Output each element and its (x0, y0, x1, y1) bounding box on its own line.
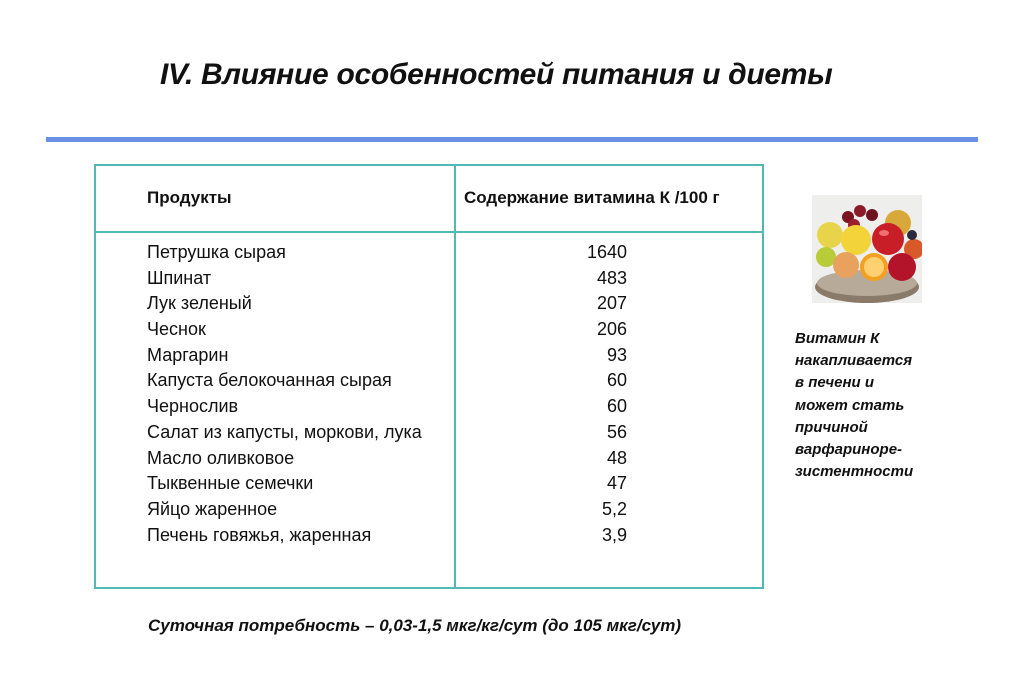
vitamin-value: 206 (596, 319, 627, 340)
side-note-line: причиной (795, 418, 868, 436)
table-row (147, 471, 627, 497)
vitamin-value: 207 (596, 293, 627, 314)
vitamin-k-table (94, 164, 764, 589)
product-name: Тыквенные семечки (147, 473, 314, 494)
product-name: Шпинат (147, 267, 212, 288)
side-note-line: зистентности (795, 463, 914, 481)
vitamin-value: 3,9 (601, 524, 627, 545)
side-note-line: варфариноре- (795, 441, 903, 459)
vitamin-value: 93 (606, 344, 627, 365)
side-note-line: Витамин К (795, 330, 880, 347)
product-name: Петрушка сырая (147, 242, 286, 262)
table-row (147, 240, 627, 266)
vitamin-value: 1640 (586, 242, 627, 262)
table-row (147, 523, 627, 549)
product-name: Чеснок (147, 319, 206, 340)
vitamin-value: 60 (606, 370, 627, 391)
table-body (147, 240, 627, 548)
table-row (147, 266, 627, 292)
page-title: IV. Влияние особенностей питания и диеты (160, 58, 833, 91)
title-divider (46, 137, 978, 142)
product-name: Салат из капусты, моркови, лука (147, 421, 422, 442)
table-row (147, 368, 627, 394)
side-note-line: накапливается (795, 352, 913, 370)
product-name: Печень говяжья, жаренная (147, 524, 372, 545)
product-name: Лук зеленый (147, 293, 252, 314)
product-name: Чернослив (147, 396, 239, 417)
vitamin-value: 47 (606, 473, 627, 494)
daily-requirement-note: Суточная потребность – 0,03-1,5 мкг/кг/сут (до 105 мкг/сут) (148, 616, 682, 635)
vitamin-value: 60 (606, 396, 627, 417)
vitamin-value: 48 (606, 447, 627, 468)
table-row (147, 343, 627, 369)
header-vitamin-content: Содержание витамина К /100 г (464, 188, 720, 207)
header-products: Продукты (147, 188, 232, 207)
product-name: Яйцо жаренное (147, 498, 278, 519)
fruit-bowl-image (812, 195, 922, 303)
product-name: Масло оливковое (147, 447, 295, 468)
table-row (147, 317, 627, 343)
vitamin-value: 483 (596, 267, 627, 288)
fruit-bowl-illustration (812, 195, 922, 303)
table-row (147, 497, 627, 523)
table-row (147, 394, 627, 420)
product-name: Маргарин (147, 344, 229, 365)
table-row (147, 291, 627, 317)
side-note (795, 328, 945, 483)
product-name: Капуста белокочанная сырая (147, 370, 392, 391)
vitamin-value: 56 (606, 421, 627, 442)
table-row (147, 446, 627, 472)
table-row (147, 420, 627, 446)
header-divider (96, 231, 762, 233)
side-note-line: в печени и (795, 374, 874, 392)
side-note-line: может стать (795, 396, 905, 414)
vitamin-value: 5,2 (601, 498, 627, 519)
